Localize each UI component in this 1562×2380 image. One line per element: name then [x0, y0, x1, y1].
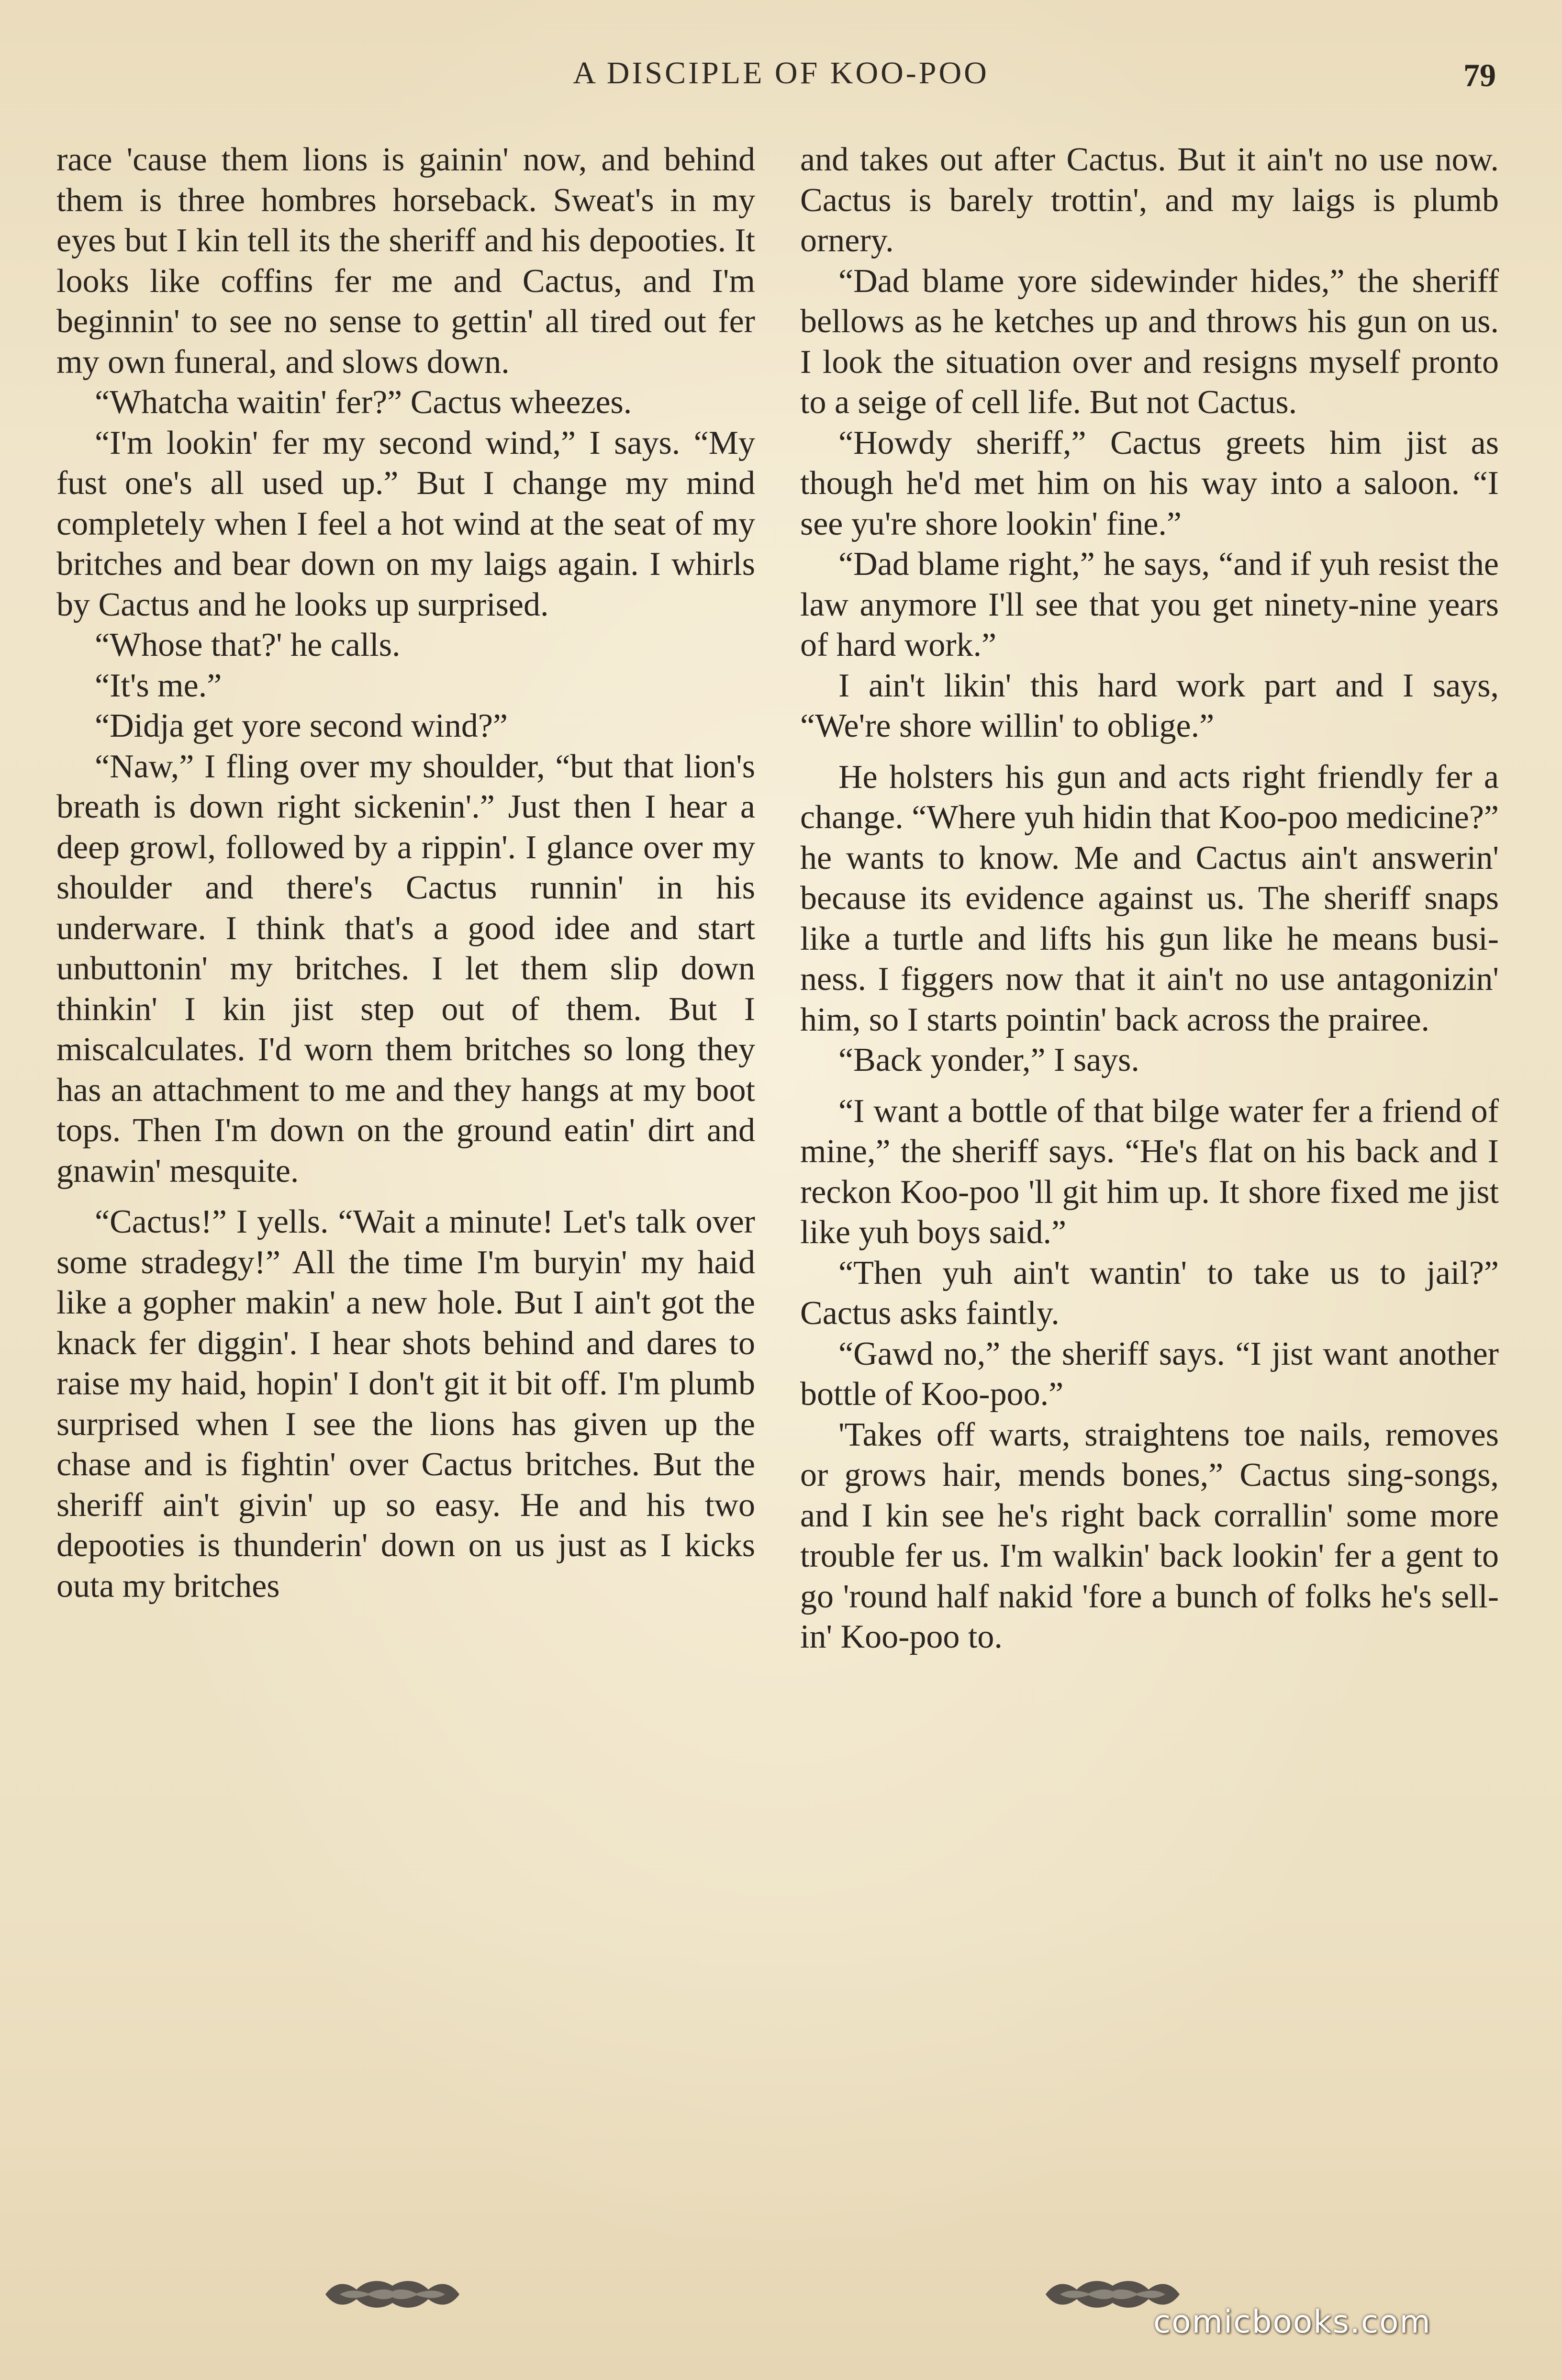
- paragraph: “Dad blame right,” he says, “and if yuh resist the law anymore I'll see that you get ninety-nine years of hard work.”: [800, 546, 1499, 663]
- paragraph: “Then yuh ain't wantin' to take us to jail?” Cactus asks faintly.: [800, 1254, 1499, 1332]
- paragraph: I ain't likin' this hard work part and I says, “We're shore willin' to oblige.”: [800, 667, 1499, 744]
- paragraph: “Whatcha waitin' fer?” Cactus wheezes.: [95, 384, 632, 421]
- running-title: A DISCIPLE OF KOO-POO: [573, 56, 989, 90]
- paragraph: “Whose that?' he calls.: [95, 627, 401, 663]
- paragraph: “Back yonder,” I says.: [838, 1042, 1139, 1078]
- left-column: [56, 140, 755, 1606]
- paragraph: “Cactus!” I yells. “Wait a minute! Let's talk over some stradegy!” All the time I'm buryin' my haid like a gopher makin' a new hole. But I ain't got the knack fer diggin'. I hear shots behind and dares to raise my haid, hopin' I don't git it bit off. I'm plumb surprised when I see the lions has given up the chase and is fightin' over Cactus britches. But the sheriff ain't givin' up so easy. He and his two depooties is thunderin' down on us just as I kicks outa my britches: [56, 1203, 755, 1605]
- paragraph: “Howdy sheriff,” Cactus greets him jist as though he'd met him on his way into a saloon. “I see yu're shore lookin' fine.”: [800, 424, 1499, 542]
- ornament-left-icon: [321, 2271, 464, 2317]
- paragraph: “It's me.”: [95, 667, 222, 704]
- paragraph: He holsters his gun and acts right friendly fer a change. “Where yuh hidin that Koo-poo medicine?” he wants to know. Me and Cactus ain't answerin' because its evidence against us. The sheriff snaps like a turtle and lifts his gun like he means business. I figgers now that it ain't no use antagonizin' him, so I starts pointin' back across the prairee.: [800, 758, 1499, 1038]
- paragraph: “Gawd no,” the sheriff says. “I jist want another bottle of Koo-poo.”: [800, 1335, 1499, 1413]
- paragraph: “Naw,” I fling over my shoulder, “but that lion's breath is down right sickenin'.” Just then I hear a deep growl, followed by a rippin'. I glance over my shoulder and there's Cactus runnin' in his underware. I think that's a good idee and start unbuttonin' my britches. I let them slip down thinkin' I kin jist step out of them. But I miscalculates. I'd worn them britches so long they has an attachment to me and they hangs at my boot tops. Then I'm down on the ground eatin' dirt and gnawin' mesquite.: [56, 748, 755, 1190]
- paragraph: “Didja get yore second wind?”: [95, 707, 508, 744]
- page-number: 79: [1463, 57, 1496, 93]
- paragraph: race 'cause them lions is gainin' now, and behind them is three hombres horseback. Sweat's in my eyes but I kin tell its the sheriff and his depooties. It looks like coffins fer me and Cactus, and I'm beginnin' to see no sense to gettin' all tired out fer my own funeral, and slows down.: [56, 141, 755, 381]
- paragraph: 'Takes off warts, straightens toe nails, removes or grows hair, mends bones,” Cactus sing-songs, and I kin see he's right back corrallin' some more trouble fer us. I'm walkin' back lookin' fer a gent to go 'round half nakid 'fore a bunch of folks he's sellin' Koo-poo to.: [800, 1416, 1499, 1655]
- paragraph: “Dad blame yore sidewinder hides,” the sheriff bellows as he ketches up and throws his gun on us. I look the situation over and resigns myself pronto to a seige of cell life. But not Cactus.: [800, 262, 1499, 421]
- paragraph: “I want a bottle of that bilge water fer a friend of mine,” the sheriff says. “He's flat on his back and I reckon Koo-poo 'll git him up. It shore fixed me jist like yuh boys said.”: [800, 1092, 1499, 1251]
- right-column: [800, 140, 1499, 1658]
- watermark: comicbooks.com: [1153, 2303, 1431, 2340]
- paragraph: “I'm lookin' fer my second wind,” I says. “My fust one's all used up.” But I change my mind completely when I feel a hot wind at the seat of my britches and bear down on my laigs again. I whirls by Cactus and he looks up surprised.: [56, 424, 755, 623]
- paragraph: and takes out after Cactus. But it ain't no use now. Cactus is barely trottin', and my laigs is plumb ornery.: [800, 141, 1499, 259]
- page-header: [0, 52, 1562, 95]
